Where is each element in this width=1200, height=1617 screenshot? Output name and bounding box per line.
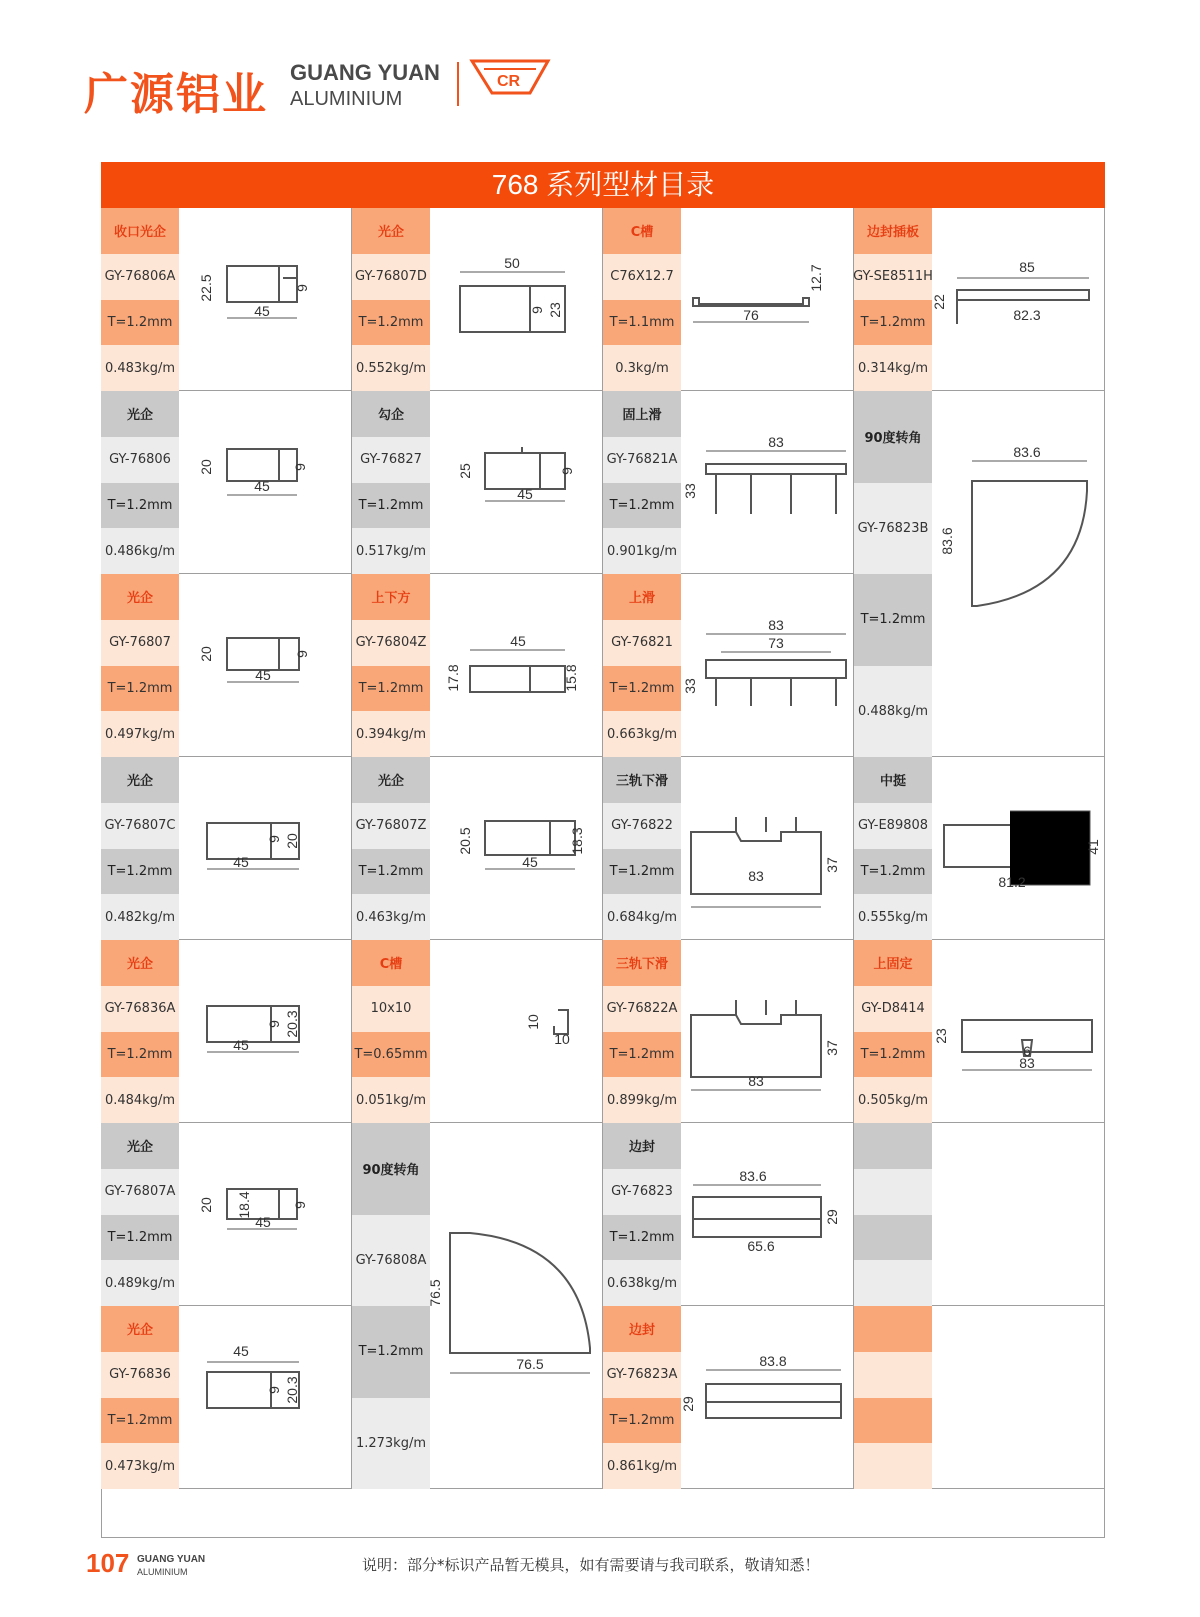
profile-code: GY-76836 <box>101 1352 179 1398</box>
profile-code: GY-76807C <box>101 803 179 849</box>
empty-label-block <box>854 1443 932 1489</box>
empty-label-block <box>854 1123 932 1169</box>
profile-drawing <box>179 1123 352 1306</box>
dimension-label: 23 <box>547 302 563 318</box>
dimension-label: 83.6 <box>739 1168 767 1184</box>
profile-thickness: T=1.2mm <box>101 1032 179 1078</box>
profile-weight: 0.051kg/m <box>352 1077 430 1123</box>
profile-code: GY-76807A <box>101 1169 179 1215</box>
profile-cell <box>854 208 1105 391</box>
dimension-label: 45 <box>254 478 270 494</box>
profile-cell <box>101 391 352 574</box>
dimension-label: 45 <box>522 854 538 870</box>
dimension-label: 37 <box>824 857 840 873</box>
profile-weight: 0.314kg/m <box>854 345 932 391</box>
profile-code: GY-76808A <box>352 1215 430 1307</box>
profile-code: GY-76822A <box>603 986 681 1032</box>
profile-thickness: T=1.2mm <box>603 483 681 529</box>
profile-cell <box>352 757 603 940</box>
profile-weight: 0.483kg/m <box>101 345 179 391</box>
empty-label-block <box>854 1260 932 1306</box>
profile-thickness: T=1.2mm <box>854 849 932 895</box>
profile-thickness: T=1.2mm <box>101 849 179 895</box>
profile-code: GY-76806 <box>101 437 179 483</box>
dimension-label: 12.7 <box>808 264 824 292</box>
profile-drawing <box>932 391 1105 757</box>
profile-weight: 0.482kg/m <box>101 894 179 940</box>
profile-cell <box>603 757 854 940</box>
profile-code: GY-76823A <box>603 1352 681 1398</box>
profile-drawing <box>430 208 603 391</box>
profile-code: C76X12.7 <box>603 254 681 300</box>
profile-thickness: T=1.2mm <box>352 300 430 346</box>
dimension-label: 9 <box>294 284 310 292</box>
profile-thickness: T=1.2mm <box>101 1215 179 1261</box>
profile-thickness: T=1.2mm <box>101 300 179 346</box>
profile-thickness: T=1.1mm <box>603 300 681 346</box>
dimension-label: 83 <box>748 1073 764 1089</box>
profile-thickness: T=1.2mm <box>603 1398 681 1444</box>
profile-drawing <box>430 940 603 1123</box>
profile-drawing <box>179 391 352 574</box>
profile-name: 固上滑 <box>603 391 681 437</box>
profile-thickness: T=1.2mm <box>854 574 932 666</box>
empty-label-block <box>854 1306 932 1352</box>
dimension-label: 22 <box>931 294 947 310</box>
dimension-label: 9 <box>266 835 282 843</box>
profile-weight: 0.638kg/m <box>603 1260 681 1306</box>
dimension-label: 76.5 <box>427 1279 443 1307</box>
dimension-label: 83.6 <box>939 527 955 555</box>
profile-weight: 0.394kg/m <box>352 711 430 757</box>
profile-weight: 0.489kg/m <box>101 1260 179 1306</box>
dimension-label: 65.6 <box>747 1238 775 1254</box>
dimension-label: 83 <box>768 617 784 633</box>
profile-cell <box>854 391 1105 757</box>
profile-code: GY-76804Z <box>352 620 430 666</box>
profile-thickness: T=1.2mm <box>603 1215 681 1261</box>
empty-label-block <box>854 1215 932 1261</box>
profile-drawing <box>681 574 854 757</box>
dimension-label: 45 <box>255 1214 271 1230</box>
profile-name: 边封插板 <box>854 208 932 254</box>
dimension-label: 9 <box>292 463 308 471</box>
profile-drawing <box>430 574 603 757</box>
profile-code: GY-76821A <box>603 437 681 483</box>
dimension-label: 18.4 <box>236 1191 252 1219</box>
profile-cell <box>603 574 854 757</box>
empty-cell <box>854 1306 1105 1489</box>
profile-name: 边封 <box>603 1306 681 1352</box>
dimension-label: 9 <box>266 1020 282 1028</box>
profile-weight: 0.463kg/m <box>352 894 430 940</box>
profile-cell <box>352 940 603 1123</box>
profile-thickness: T=1.2mm <box>352 1306 430 1398</box>
dimension-label: 83.8 <box>759 1353 787 1369</box>
profile-drawing <box>681 208 854 391</box>
profile-thickness: T=1.2mm <box>101 1398 179 1444</box>
profile-cell <box>352 208 603 391</box>
dimension-label: 50 <box>504 255 520 271</box>
dimension-label: 37 <box>824 1040 840 1056</box>
profile-code: 10x10 <box>352 986 430 1032</box>
profile-thickness: T=0.65mm <box>352 1032 430 1078</box>
profile-name: 光企 <box>352 208 430 254</box>
profile-thickness: T=1.2mm <box>101 666 179 712</box>
profile-name: 光企 <box>352 757 430 803</box>
profile-code: GY-76807Z <box>352 803 430 849</box>
profile-drawing <box>932 940 1105 1123</box>
profile-drawing <box>179 940 352 1123</box>
dimension-label: 45 <box>233 1037 249 1053</box>
profile-code: GY-76807D <box>352 254 430 300</box>
profile-weight: 0.555kg/m <box>854 894 932 940</box>
profile-weight: 0.663kg/m <box>603 711 681 757</box>
profile-name: 收口光企 <box>101 208 179 254</box>
dimension-label: 45 <box>233 854 249 870</box>
dimension-label: 45 <box>254 303 270 319</box>
brand-name-cn: 广源铝业 <box>84 69 268 120</box>
dimension-label: 82.3 <box>1013 307 1041 323</box>
profile-weight: 0.552kg/m <box>352 345 430 391</box>
profile-name: 上滑 <box>603 574 681 620</box>
profile-cell <box>603 391 854 574</box>
profile-drawing <box>681 1306 854 1489</box>
empty-label-block <box>854 1398 932 1444</box>
empty-label-block <box>854 1169 932 1215</box>
profile-thickness: T=1.2mm <box>854 300 932 346</box>
dimension-label: 20.3 <box>284 1010 300 1038</box>
profile-grid <box>101 208 1105 1538</box>
dimension-label: 83 <box>748 868 764 884</box>
dimension-label: 10 <box>554 1031 570 1047</box>
profile-weight: 0.486kg/m <box>101 528 179 574</box>
profile-drawing <box>179 757 352 940</box>
footer-brand: GUANG YUAN <box>137 1554 206 1565</box>
profile-drawing <box>932 757 1105 940</box>
profile-name: 光企 <box>101 391 179 437</box>
profile-cell <box>352 391 603 574</box>
dimension-label: 20.3 <box>284 1376 300 1404</box>
profile-weight: 0.517kg/m <box>352 528 430 574</box>
profile-cell <box>854 757 1105 940</box>
profile-thickness: T=1.2mm <box>101 483 179 529</box>
profile-weight: 0.473kg/m <box>101 1443 179 1489</box>
dimension-label: 25 <box>457 463 473 479</box>
dimension-label: 81.2 <box>998 874 1026 890</box>
profile-weight: 0.497kg/m <box>101 711 179 757</box>
profile-name: 三轨下滑 <box>603 940 681 986</box>
catalog-title: 768 系列型材目录 <box>101 162 1105 208</box>
logo-divider <box>457 62 459 106</box>
profile-drawing <box>681 391 854 574</box>
profile-weight: 0.684kg/m <box>603 894 681 940</box>
profile-cell <box>101 757 352 940</box>
profile-cell <box>854 940 1105 1123</box>
dimension-label: 15.8 <box>563 664 579 692</box>
profile-cell <box>352 574 603 757</box>
dimension-label: 22.5 <box>198 274 214 302</box>
profile-weight: 0.861kg/m <box>603 1443 681 1489</box>
dimension-label: 45 <box>517 486 533 502</box>
profile-drawing <box>430 391 603 574</box>
profile-name: 光企 <box>101 757 179 803</box>
profile-code: GY-76822 <box>603 803 681 849</box>
dimension-label: 83 <box>768 434 784 450</box>
profile-weight: 0.899kg/m <box>603 1077 681 1123</box>
profile-thickness: T=1.2mm <box>854 1032 932 1078</box>
profile-thickness: T=1.2mm <box>352 849 430 895</box>
profile-cell <box>101 1306 352 1489</box>
profile-name: 三轨下滑 <box>603 757 681 803</box>
dimension-label: 18.3 <box>569 827 585 855</box>
profile-code: GY-76821 <box>603 620 681 666</box>
profile-name: 光企 <box>101 1123 179 1169</box>
dimension-label: 9 <box>294 650 310 658</box>
profile-cell <box>101 1123 352 1306</box>
dimension-label: 45 <box>510 633 526 649</box>
profile-name: 上下方 <box>352 574 430 620</box>
brand-subtitle-en: ALUMINIUM <box>290 88 403 110</box>
dimension-label: 17.8 <box>445 664 461 692</box>
profile-cell <box>101 940 352 1123</box>
profile-drawing <box>179 1306 352 1489</box>
dimension-label: 10 <box>525 1014 541 1030</box>
dimension-label: 73 <box>768 635 784 651</box>
profile-cell <box>352 1123 603 1489</box>
dimension-label: 6 <box>1023 1043 1031 1059</box>
empty-label-block <box>854 1352 932 1398</box>
dimension-label: 29 <box>680 1396 696 1412</box>
dimension-label: 20 <box>198 459 214 475</box>
profile-drawing <box>179 574 352 757</box>
profile-drawing <box>681 757 854 940</box>
profile-drawing <box>681 1123 854 1306</box>
dimension-label: 9 <box>266 1386 282 1394</box>
dimension-label: 9 <box>559 467 575 475</box>
profile-cell <box>603 208 854 391</box>
dimension-label: 20 <box>198 1197 214 1213</box>
profile-cell <box>603 1123 854 1306</box>
brand-name-en: GUANG YUAN <box>290 60 440 85</box>
profile-name: 中挺 <box>854 757 932 803</box>
dimension-label: 45 <box>255 667 271 683</box>
profile-code: GY-E89808 <box>854 803 932 849</box>
profile-thickness: T=1.2mm <box>352 483 430 529</box>
profile-drawing <box>179 208 352 391</box>
page-header <box>0 0 1200 150</box>
profile-cell <box>603 940 854 1123</box>
profile-name: 90度转角 <box>352 1123 430 1215</box>
profile-weight: 0.488kg/m <box>854 666 932 758</box>
dimension-label: 9 <box>529 306 545 314</box>
dimension-label: 41 <box>1085 839 1101 855</box>
dimension-label: 20 <box>198 646 214 662</box>
dimension-label: 9 <box>292 1201 308 1209</box>
profile-name: 光企 <box>101 1306 179 1352</box>
profile-code: GY-76823B <box>854 483 932 575</box>
profile-weight: 0.484kg/m <box>101 1077 179 1123</box>
dimension-label: 76.5 <box>516 1356 544 1372</box>
profile-name: 90度转角 <box>854 391 932 483</box>
profile-code: GY-76823 <box>603 1169 681 1215</box>
empty-cell <box>854 1123 1105 1306</box>
profile-weight: 0.901kg/m <box>603 528 681 574</box>
dimension-label: 83.6 <box>1013 444 1041 460</box>
profile-drawing <box>430 757 603 940</box>
page-number: 107 <box>86 1548 130 1578</box>
profile-cell <box>101 574 352 757</box>
dimension-label: 45 <box>233 1343 249 1359</box>
dimension-label: 33 <box>682 678 698 694</box>
profile-thickness: T=1.2mm <box>603 849 681 895</box>
profile-weight: 0.505kg/m <box>854 1077 932 1123</box>
profile-cell <box>603 1306 854 1489</box>
profile-code: GY-76827 <box>352 437 430 483</box>
profile-name: 光企 <box>101 940 179 986</box>
profile-name: 上固定 <box>854 940 932 986</box>
profile-cell <box>101 208 352 391</box>
dimension-label: 83 <box>1019 1055 1035 1071</box>
profile-thickness: T=1.2mm <box>603 1032 681 1078</box>
profile-weight: 0.3kg/m <box>603 345 681 391</box>
profile-drawing <box>932 208 1105 391</box>
profile-code: GY-76806A <box>101 254 179 300</box>
brand-logo-icon <box>470 55 550 100</box>
dimension-label: 33 <box>682 483 698 499</box>
profile-name: 光企 <box>101 574 179 620</box>
profile-code: GY-76807 <box>101 620 179 666</box>
dimension-label: 76 <box>743 307 759 323</box>
profile-name: C槽 <box>352 940 430 986</box>
profile-thickness: T=1.2mm <box>352 666 430 712</box>
footer-brand-sub: ALUMINIUM <box>137 1567 188 1577</box>
dimension-label: 23 <box>933 1028 949 1044</box>
dimension-label: 29 <box>824 1209 840 1225</box>
footer-note: 说明：部分*标识产品暂无模具，如有需要请与我司联系，敬请知悉！ <box>362 1556 820 1574</box>
profile-drawing <box>427 1123 603 1489</box>
profile-name: C槽 <box>603 208 681 254</box>
profile-code: GY-76836A <box>101 986 179 1032</box>
profile-thickness: T=1.2mm <box>603 666 681 712</box>
dimension-label: 85 <box>1019 259 1035 275</box>
profile-name: 边封 <box>603 1123 681 1169</box>
profile-code: GY-D8414 <box>854 986 932 1032</box>
profile-weight: 1.273kg/m <box>352 1398 430 1490</box>
dimension-label: 20.5 <box>457 827 473 855</box>
profile-code: GY-SE8511H <box>854 254 932 300</box>
profile-name: 勾企 <box>352 391 430 437</box>
profile-drawing <box>681 940 854 1123</box>
svg-text:CR: CR <box>497 73 521 90</box>
dimension-label: 20 <box>284 833 300 849</box>
